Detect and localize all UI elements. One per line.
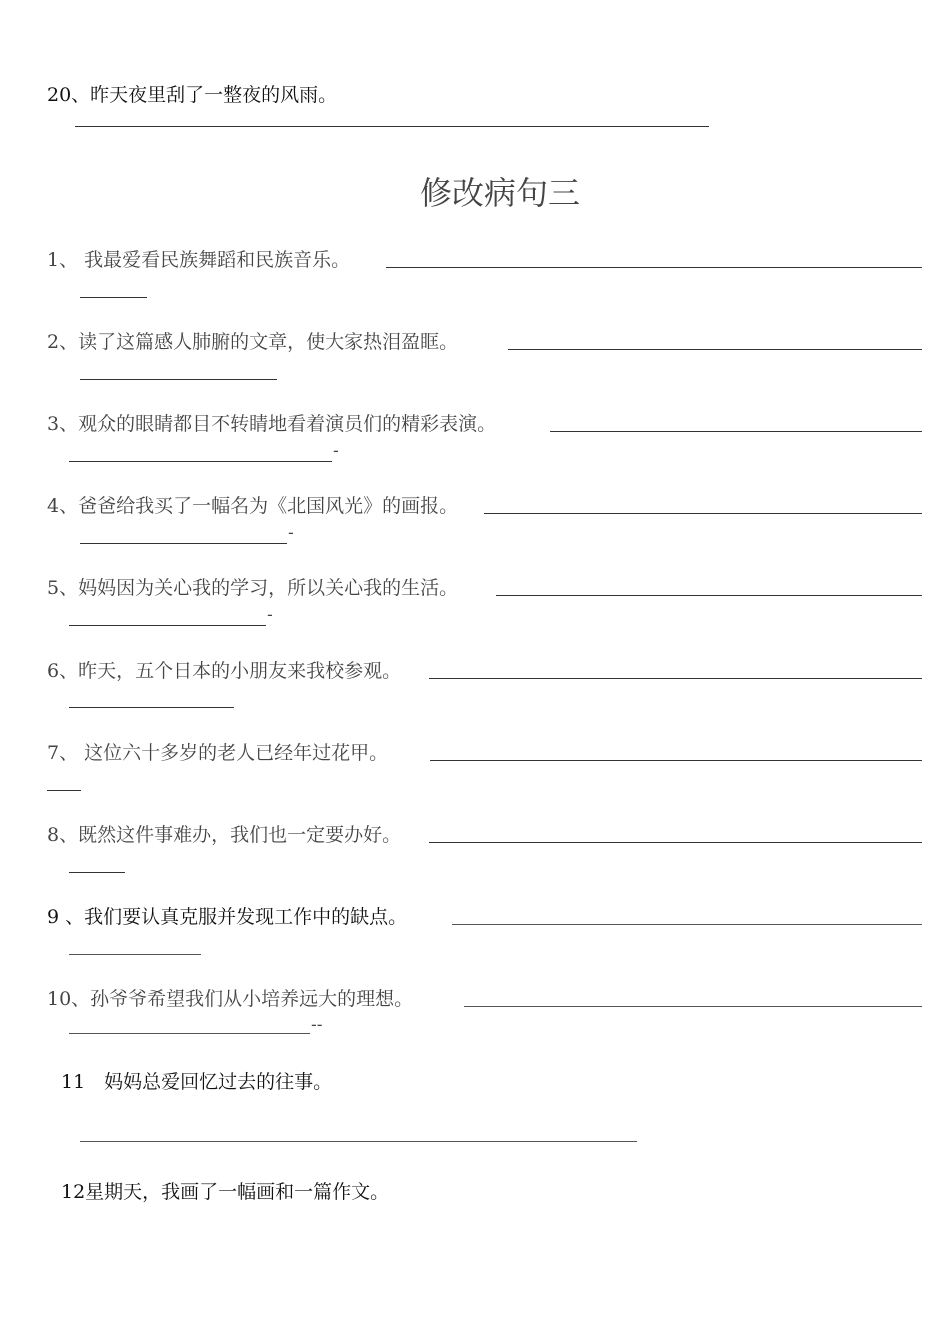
answer-line[interactable] [80, 379, 277, 380]
answer-line[interactable] [69, 954, 201, 955]
answer-line[interactable] [429, 842, 922, 843]
answer-line[interactable] [69, 461, 332, 462]
answer-line[interactable] [69, 1033, 310, 1034]
question-5: 5、妈妈因为关心我的学习，所以关心我的生活。 [47, 577, 459, 599]
answer-line[interactable] [75, 126, 709, 127]
dash-mark: - [288, 523, 294, 542]
question-3: 3、观众的眼睛都目不转睛地看着演员们的精彩表演。 [47, 413, 497, 435]
question-20: 20、昨天夜里刮了一整夜的风雨。 [47, 84, 338, 106]
question-2: 2、读了这篇感人肺腑的文章，使大家热泪盈眶。 [47, 331, 459, 353]
question-9: 9 、我们要认真克服并发现工作中的缺点。 [47, 906, 408, 928]
question-1: 1、 我最爱看民族舞蹈和民族音乐。 [47, 249, 351, 271]
answer-line[interactable] [484, 513, 922, 514]
answer-line[interactable] [69, 707, 234, 708]
answer-line[interactable] [80, 543, 287, 544]
question-8: 8、既然这件事难办，我们也一定要办好。 [47, 824, 402, 846]
answer-line[interactable] [429, 678, 922, 679]
question-4: 4、爸爸给我买了一幅名为《北国风光》的画报。 [47, 495, 459, 517]
question-6: 6、昨天，五个日本的小朋友来我校参观。 [47, 660, 402, 682]
answer-line[interactable] [430, 760, 922, 761]
dash-mark: - [333, 441, 339, 460]
question-12: 12星期天，我画了一幅画和一篇作文。 [61, 1181, 390, 1203]
dash-mark: - [267, 605, 273, 624]
answer-line[interactable] [452, 924, 922, 925]
question-11: 11 妈妈总爱回忆过去的往事。 [61, 1071, 333, 1093]
dash-mark: -- [311, 1015, 323, 1034]
page-title: 修改病句三 [419, 174, 580, 212]
question-10: 10、孙爷爷希望我们从小培养远大的理想。 [47, 988, 414, 1010]
answer-line[interactable] [47, 790, 81, 791]
answer-line[interactable] [69, 625, 266, 626]
answer-line[interactable] [80, 297, 147, 298]
answer-line[interactable] [496, 595, 922, 596]
answer-line[interactable] [80, 1141, 637, 1142]
answer-line[interactable] [386, 267, 922, 268]
answer-line[interactable] [464, 1006, 922, 1007]
question-7: 7、 这位六十多岁的老人已经年过花甲。 [47, 742, 389, 764]
answer-line[interactable] [508, 349, 922, 350]
answer-line[interactable] [550, 431, 922, 432]
answer-line[interactable] [69, 872, 125, 873]
